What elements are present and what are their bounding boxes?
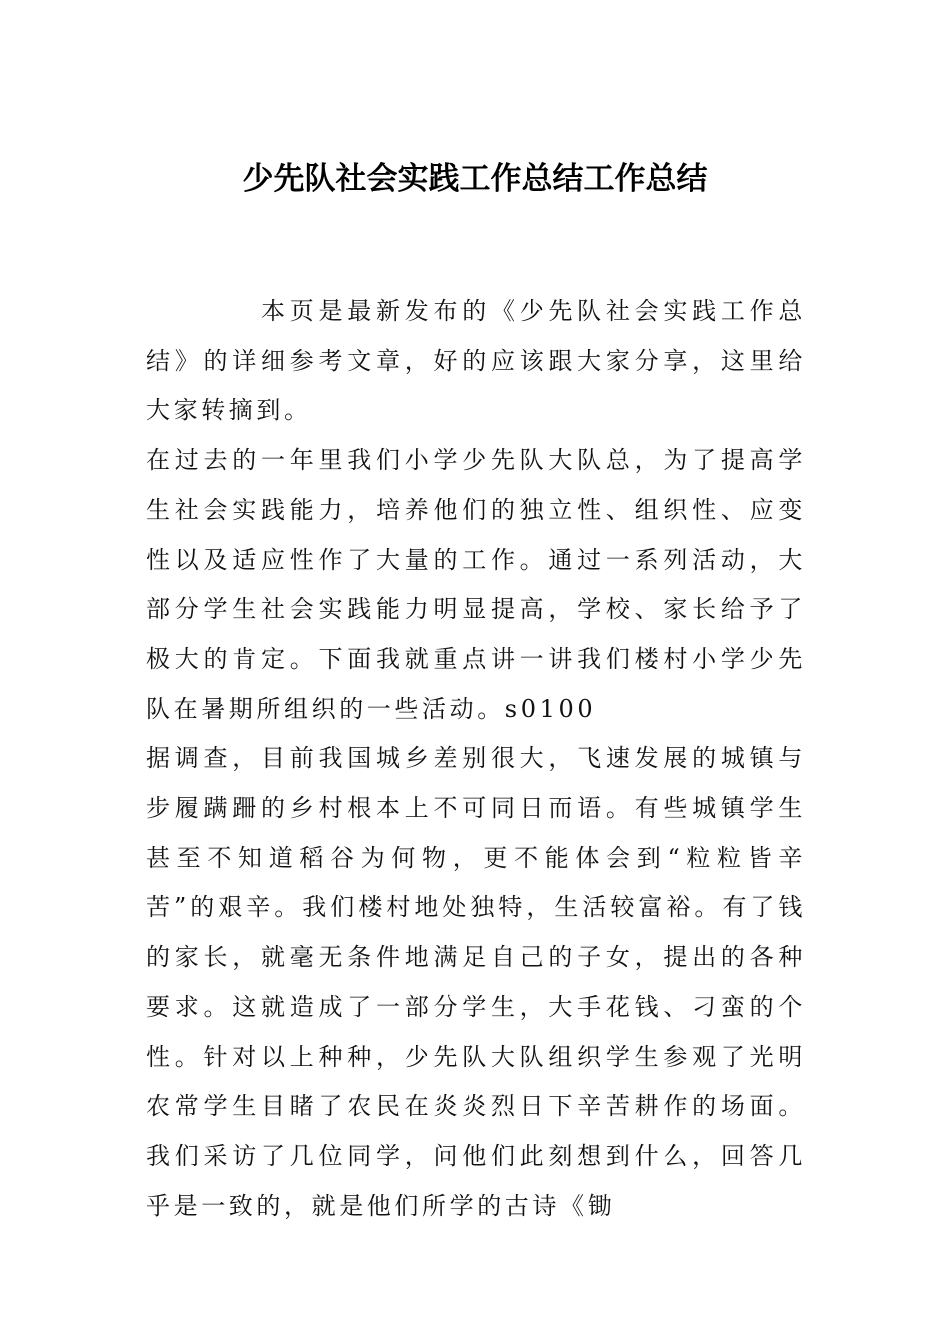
- body-paragraph: 据调查，目前我国城乡差别很大，飞速发展的城镇与步履蹒跚的乡村根本上不可同日而语。有些城镇学生甚至不知道稻谷为何物，更不能体会到“粒粒皆辛苦”的艰辛。我们楼村地处独特，生活较富裕。有了钱的家长，就毫无条件地满足自己的子女，提出的各种要求。这就造成了一部分学生，大手花钱、刁蛮的个性。针对以上种种，少先队大队组织学生参观了光明农常学生目睹了农民在炎炎烈日下辛苦耕作的场面。我们采访了几位同学，问他们此刻想到什么，回答几乎是一致的，就是他们所学的古诗《锄: [146, 744, 806, 1220]
- document-body: [146, 287, 806, 1231]
- body-paragraph: 在过去的一年里我们小学少先队大队总，为了提高学生社会实践能力，培养他们的独立性、组织性、应变性以及适应性作了大量的工作。通过一系列活动，大部分学生社会实践能力明显提高，学校、家长给予了极大的肯定。下面我就重点讲一讲我们楼村小学少先队在暑期所组织的一些活动。s0100: [146, 446, 806, 723]
- document-title: 少先队社会实践工作总结工作总结: [242, 161, 708, 197]
- intro-paragraph: 本页是最新发布的《少先队社会实践工作总结》的详细参考文章，好的应该跟大家分享，这里给大家转摘到。: [146, 297, 806, 425]
